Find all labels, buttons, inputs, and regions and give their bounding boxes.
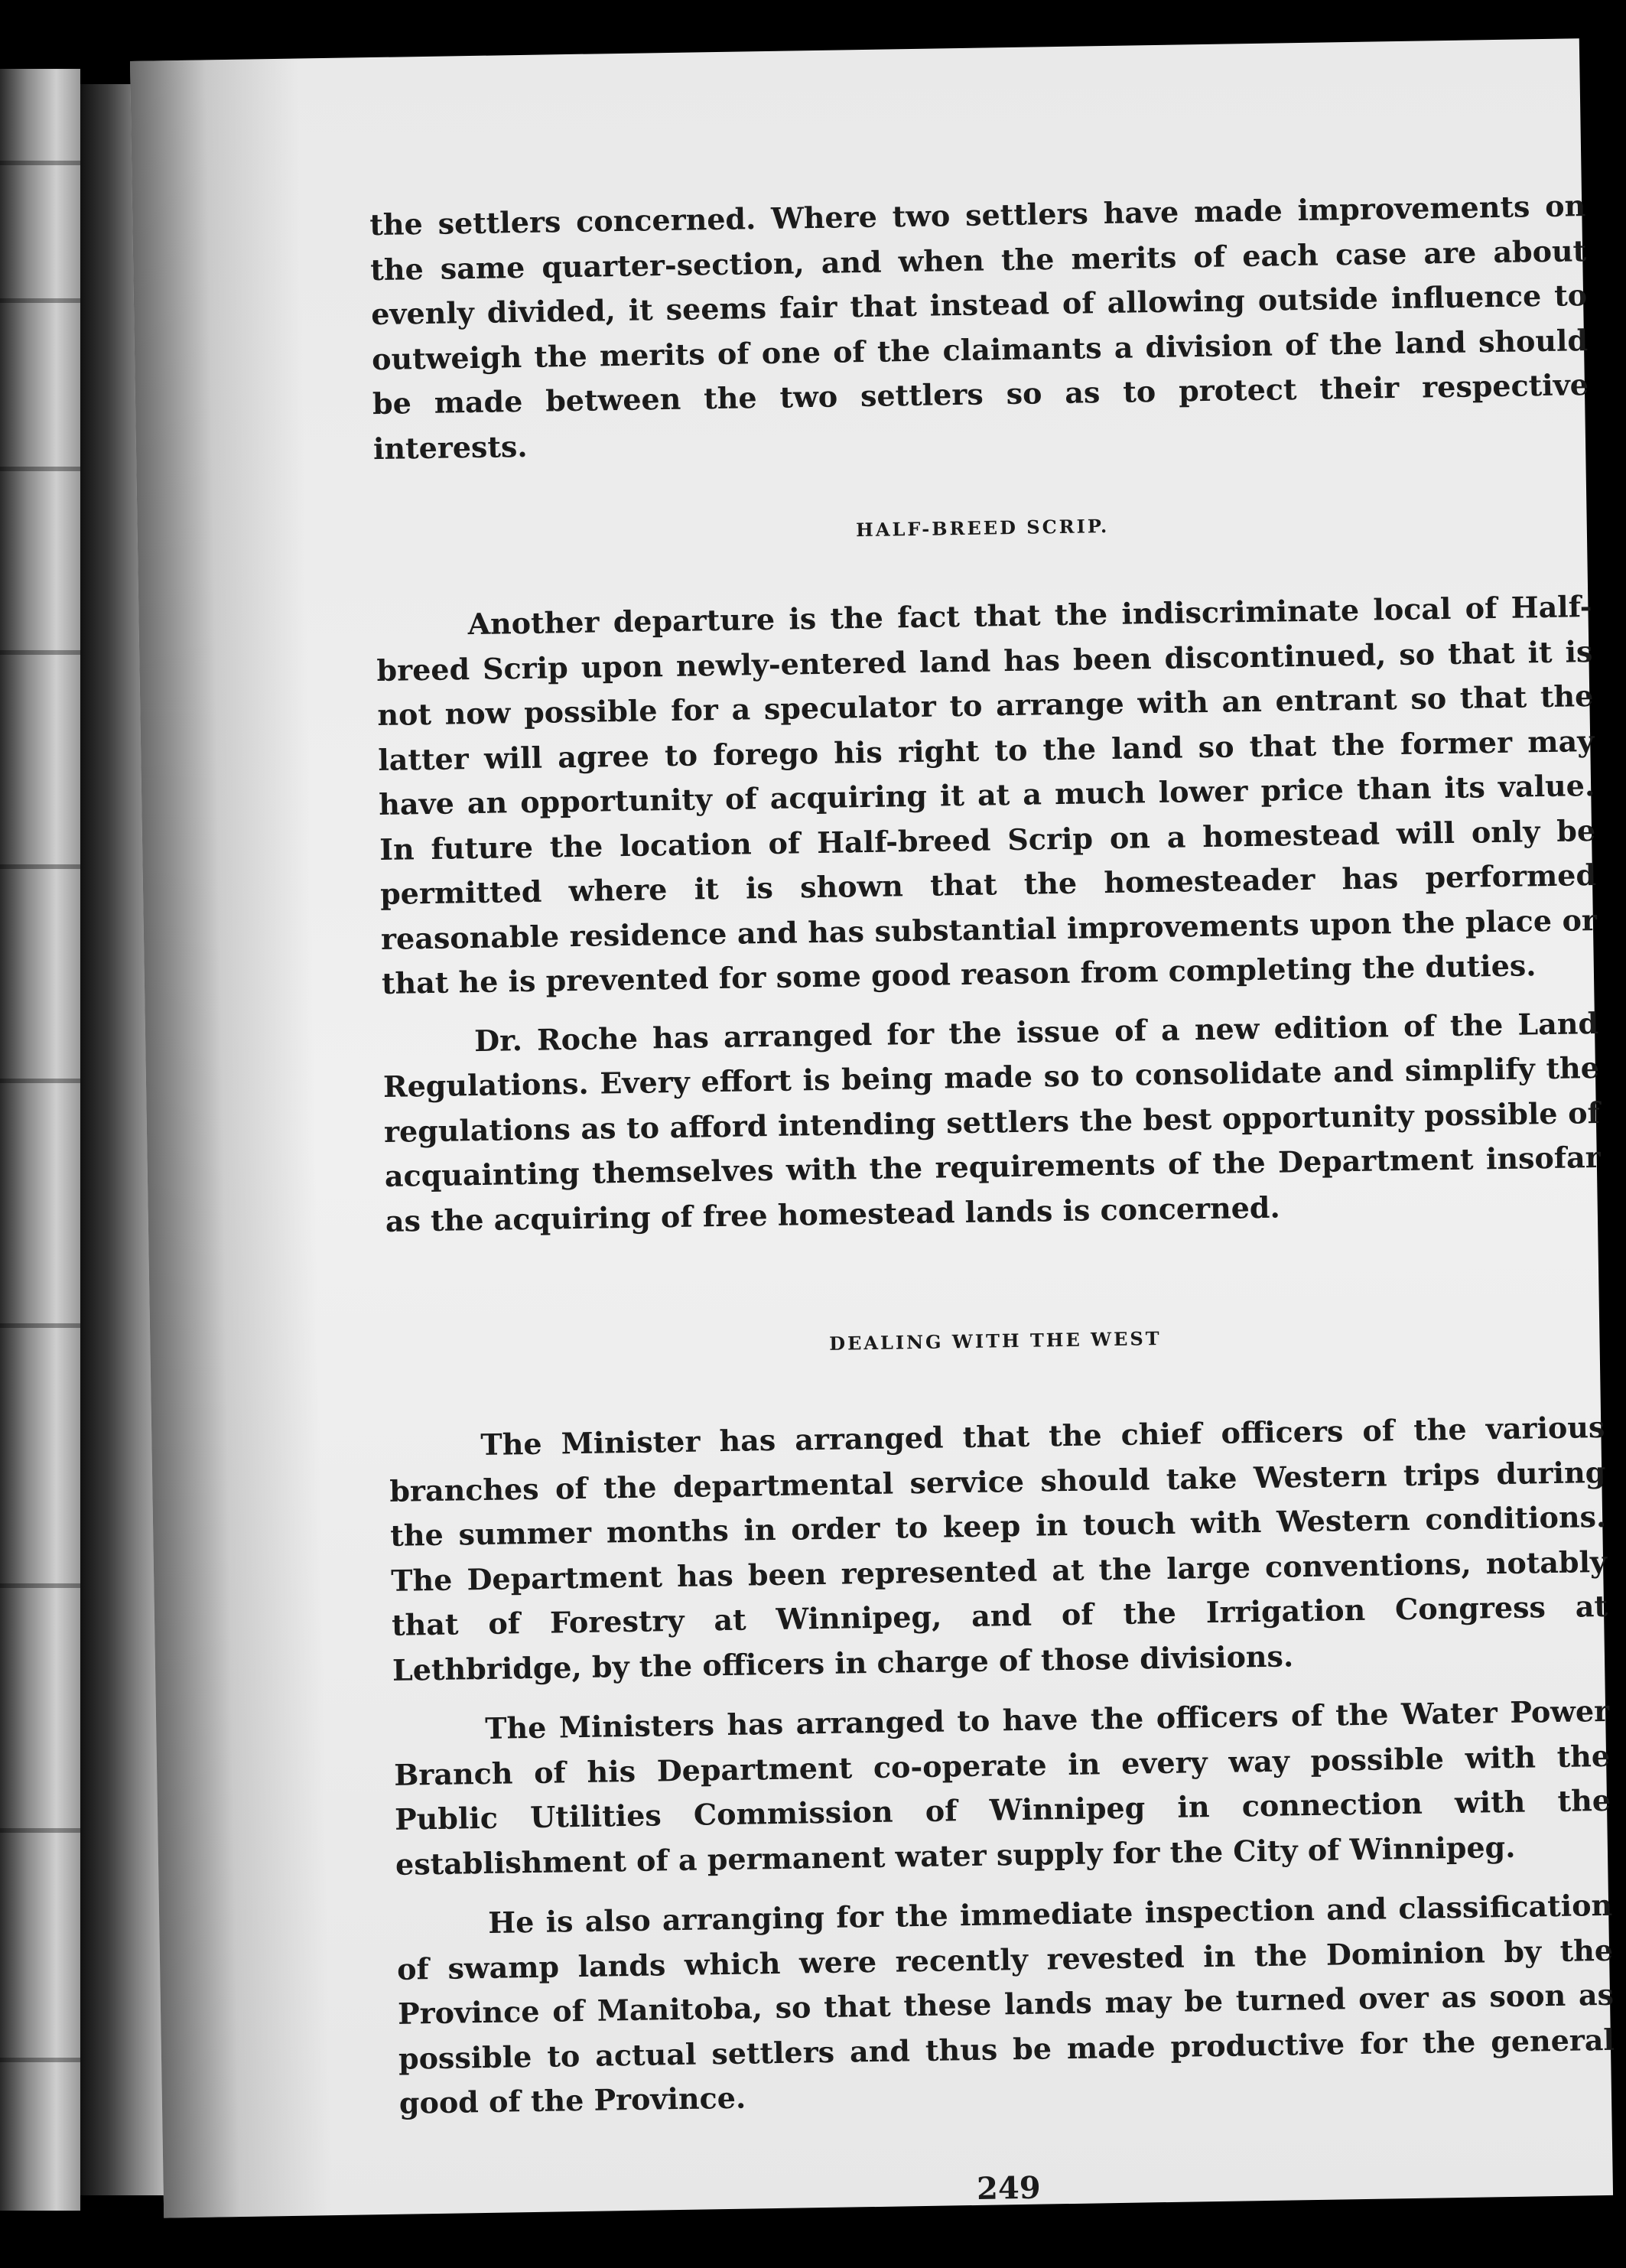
paragraph-minister-arranged: The Minister has arranged that the chief officers of the various branches of the departmental service should take Western trips during the summer months in order to keep in touch with Western conditions. The Department has been represented at the large conventions, notably that of Forestry at Winnipeg, and of the Irrigation Congress at Lethbridge, by the officers in charge of those divisions. [389,1409,1608,1687]
heading-dealing-with-the-west: DEALING WITH THE WEST [829,1327,1162,1355]
paragraph-water-power: The Ministers has arranged to have the officers of the Water Power Branch of his Department co-operate in every way possible with the Public Utilities Commission of Winnipeg in connection with the establishment of a permanent water supply for the City of Winnipeg. [393,1693,1611,1882]
paragraph-swamp-lands: He is also arranging for the immediate inspection and classification of swamp lands which were recently revested in the Dominion by the Province of Manitoba, so that these lands may be turned over as soon as possible to actual settlers and thus be made productive for the general good of the Province. [396,1887,1615,2120]
page-number: 249 [976,2169,1041,2207]
page-gutter-shadow [130,59,332,2218]
paragraph-another-departure: Another departure is the fact that the indiscriminate local of Half-breed Scrip upon newly-entered land has been discontinued, so that it is not now possible for a speculator to arrange with an entrant so that the latter will agree to forego his right to the land so that the former may have an opportunity of acquiring it at a much lower price than its value. In future the location of Half-breed Scrip on a homestead will only be permitted where it is shown that the homesteader has performed reasonable residence and has substantial improvements upon the place or that he is prevented for some good reason from completing the duties. [376,589,1598,1001]
book-page [130,38,1613,2218]
book-left-edge [0,69,80,2211]
page-text [369,184,1617,2215]
heading-half-breed-scrip: HALF-BREED SCRIP. [855,514,1110,542]
paragraph-settlers-concerned: the settlers concerned. Where two settlers have made improvements on the same quarter-section, and when the merits of each case are about evenly divided, it seems fair that instead of allowing outside influence to outweigh the merits of one of the claimants a division of the land should be made between the two settlers so as to protect their respective interests. [369,188,1589,466]
paragraph-dr-roche: Dr. Roche has arranged for the issue of a new edition of the Land Regulations. Every effort is being made so to consolidate and simplify the regulations as to afford intending settlers the best opportunity possible of acquainting themselves with the requirements of the Department insofar as the acquiring of free homestead lands is concerned. [382,1005,1602,1238]
